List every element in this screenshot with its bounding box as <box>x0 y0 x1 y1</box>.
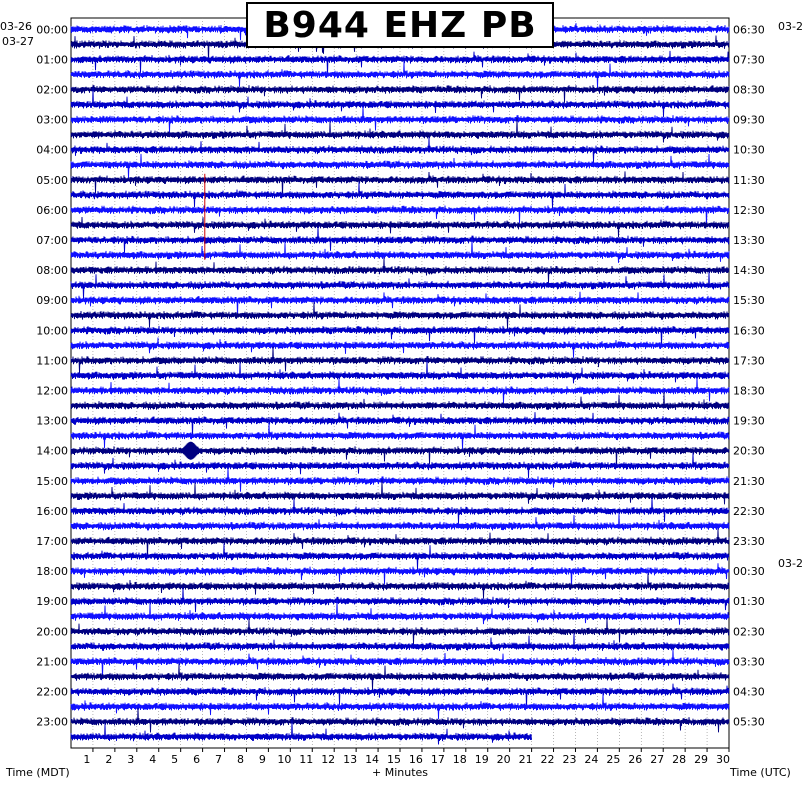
right-hour-label: 01:30 <box>733 595 765 609</box>
right-hour-label: 15:30 <box>733 294 765 308</box>
x-tick-label: 11 <box>299 753 314 766</box>
left-hour-label: 06:00 <box>36 203 68 217</box>
x-tick-label: 3 <box>127 753 135 766</box>
right-hour-label: 07:30 <box>733 53 765 67</box>
left-hour-label: 20:00 <box>36 625 68 639</box>
x-tick-label: 23 <box>562 753 577 766</box>
right-hour-label: 13:30 <box>733 234 765 248</box>
left-hour-label: 19:00 <box>36 595 68 609</box>
left-hour-label: 04:00 <box>36 143 68 157</box>
x-tick-label: 29 <box>694 753 709 766</box>
right-hour-label: 14:30 <box>733 264 765 278</box>
left-hour-label: 00:00 <box>36 23 68 37</box>
x-tick-label: 8 <box>236 753 244 766</box>
left-hour-label: 14:00 <box>36 444 68 458</box>
left-hour-label: 03:00 <box>36 113 68 127</box>
left-date-start: 03-27 <box>2 35 34 48</box>
x-tick-label: 4 <box>149 753 157 766</box>
right-hour-label: 23:30 <box>733 535 765 549</box>
right-hour-label: 06:30 <box>733 23 765 37</box>
right-hour-label: 20:30 <box>733 444 765 458</box>
left-hour-label: 23:00 <box>36 715 68 729</box>
left-hour-label: 15:00 <box>36 474 68 488</box>
x-tick-label: 28 <box>672 753 687 766</box>
left-hour-label: 05:00 <box>36 173 68 187</box>
right-axis-label: Time (UTC) <box>730 766 791 779</box>
left-hour-label: 01:00 <box>36 53 68 67</box>
x-tick-label: 10 <box>277 753 292 766</box>
x-tick-label: 25 <box>606 753 621 766</box>
right-hour-label: 00:30 <box>733 565 765 579</box>
x-tick-label: 6 <box>193 753 201 766</box>
right-hour-label: 10:30 <box>733 143 765 157</box>
x-tick-label: 7 <box>215 753 223 766</box>
x-tick-label: 5 <box>171 753 179 766</box>
right-hour-label: 18:30 <box>733 384 765 398</box>
right-hour-label: 03:30 <box>733 655 765 669</box>
x-tick-label: 9 <box>258 753 266 766</box>
left-hour-label: 07:00 <box>36 234 68 248</box>
x-tick-label: 26 <box>628 753 643 766</box>
x-tick-label: 2 <box>105 753 113 766</box>
right-hour-label: 17:30 <box>733 354 765 368</box>
right-hour-label: 04:30 <box>733 685 765 699</box>
left-hour-label: 11:00 <box>36 354 68 368</box>
left-hour-label: 10:00 <box>36 324 68 338</box>
right-hour-label: 08:30 <box>733 83 765 97</box>
x-tick-label: 24 <box>584 753 599 766</box>
x-tick-label: 20 <box>496 753 511 766</box>
x-tick-label: 22 <box>540 753 555 766</box>
x-tick-label: 13 <box>343 753 358 766</box>
left-hour-label: 09:00 <box>36 294 68 308</box>
x-tick-label: 12 <box>321 753 336 766</box>
right-hour-label: 19:30 <box>733 414 765 428</box>
chart-title: B944 EHZ PB <box>246 2 554 48</box>
x-tick-label: 19 <box>474 753 489 766</box>
left-hour-label: 08:00 <box>36 264 68 278</box>
right-hour-label: 11:30 <box>733 173 765 187</box>
left-hour-label: 21:00 <box>36 655 68 669</box>
right-date-top: 03-2 <box>778 20 803 33</box>
x-tick-label: 17 <box>430 753 445 766</box>
x-tick-label: 14 <box>365 753 380 766</box>
left-hour-label: 22:00 <box>36 685 68 699</box>
right-hour-label: 12:30 <box>733 203 765 217</box>
right-hour-label: 05:30 <box>733 715 765 729</box>
left-hour-label: 12:00 <box>36 384 68 398</box>
left-hour-label: 18:00 <box>36 565 68 579</box>
x-tick-label: 1 <box>83 753 91 766</box>
x-tick-label: 18 <box>452 753 467 766</box>
right-hour-label: 02:30 <box>733 625 765 639</box>
x-tick-label: 27 <box>650 753 665 766</box>
left-hour-label: 17:00 <box>36 535 68 549</box>
right-hour-label: 16:30 <box>733 324 765 338</box>
x-tick-label: 30 <box>716 753 730 766</box>
left-date-top: 03-26 <box>0 20 32 33</box>
x-tick-label: 21 <box>518 753 533 766</box>
left-axis-label: Time (MDT) <box>6 766 70 779</box>
x-tick-label: 16 <box>408 753 423 766</box>
left-hour-label: 13:00 <box>36 414 68 428</box>
x-tick-label: 15 <box>387 753 401 766</box>
right-date-mid: 03-2 <box>778 557 803 570</box>
left-hour-label: 16:00 <box>36 504 68 518</box>
right-hour-label: 09:30 <box>733 113 765 127</box>
right-hour-label: 21:30 <box>733 474 765 488</box>
right-hour-label: 22:30 <box>733 504 765 518</box>
left-hour-label: 02:00 <box>36 83 68 97</box>
x-axis-label: + Minutes <box>372 766 429 779</box>
